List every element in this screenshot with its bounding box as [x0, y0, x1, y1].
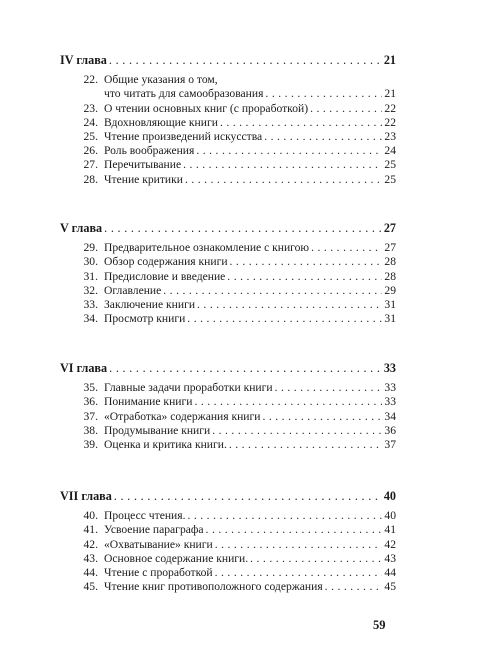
- entry-number: 42.: [83, 537, 98, 551]
- entry-page: 29: [384, 283, 396, 297]
- dot-leader: [114, 489, 382, 503]
- entry-title: Понимание книги: [104, 395, 193, 409]
- entry-page: 25: [384, 158, 396, 172]
- chapter-section: [60, 53, 396, 187]
- dot-leader: [109, 361, 382, 375]
- entry-page: 25: [384, 172, 396, 186]
- dot-leader: [109, 53, 382, 67]
- entry-number: 35.: [83, 381, 98, 395]
- entry-title: Оценка и критика книги.: [104, 437, 227, 451]
- dot-leader: [187, 312, 382, 326]
- entry-title: Перечитывание: [104, 158, 182, 172]
- dot-leader: [187, 509, 382, 523]
- entry-page: 31: [384, 297, 396, 311]
- dot-leader: [183, 158, 382, 172]
- chapter-page: 21: [383, 53, 396, 67]
- entry-title: О чтении основных книг (с проработкой): [104, 101, 309, 115]
- entry-number: 30.: [83, 255, 98, 269]
- dot-leader: [220, 116, 382, 130]
- entry-title: Чтение произведений искусства: [104, 129, 263, 143]
- entry-title: Общие указания о том,: [104, 73, 218, 87]
- entry-number: 29.: [83, 241, 98, 255]
- toc-entry: [60, 255, 396, 269]
- dot-leader: [275, 381, 383, 395]
- entry-page: 45: [384, 580, 396, 594]
- entry-page: 24: [384, 144, 396, 158]
- toc-entry: [60, 410, 396, 424]
- entry-number: 44.: [83, 565, 98, 579]
- entry-page: 22: [384, 115, 396, 129]
- toc-entry: [60, 130, 396, 144]
- entry-page: 28: [384, 269, 396, 283]
- entry-title: «Охватывание» книги: [104, 537, 213, 551]
- entry-number: 33.: [83, 297, 98, 311]
- dot-leader: [227, 270, 382, 284]
- entry-title: Роль воображения: [104, 144, 195, 158]
- entry-number: 40.: [83, 509, 98, 523]
- dot-leader: [212, 424, 382, 438]
- chapter-page: 33: [383, 361, 396, 375]
- toc-entry: [60, 144, 396, 158]
- entry-number: 24.: [83, 115, 98, 129]
- entry-number: 23.: [83, 101, 98, 115]
- chapter-heading: [60, 489, 396, 503]
- toc-entry: [60, 173, 396, 187]
- chapter-section: [60, 361, 396, 452]
- entry-title: Вдохновляющие книги: [104, 115, 218, 129]
- toc-entry: [60, 158, 396, 172]
- dot-leader: [311, 241, 382, 255]
- toc-entry: [60, 241, 396, 255]
- chapter-title: V глава: [60, 221, 103, 235]
- chapter-title: IV глава: [60, 53, 107, 67]
- chapter-page: 40: [383, 489, 396, 503]
- entry-number: 43.: [83, 551, 98, 565]
- toc-entry: [60, 509, 396, 523]
- entry-page: 42: [384, 537, 396, 551]
- entry-page: 21: [384, 87, 396, 101]
- entry-number: 34.: [83, 312, 98, 326]
- entry-page: 33: [384, 381, 396, 395]
- dot-leader: [215, 538, 383, 552]
- chapter-heading: [60, 221, 396, 235]
- entry-title: Чтение книг противоположного содержания: [104, 580, 323, 594]
- entry-title: Продумывание книги: [104, 423, 211, 437]
- entry-title: Просмотр книги: [104, 312, 186, 326]
- entry-number: 38.: [83, 423, 98, 437]
- toc-entry: [60, 523, 396, 537]
- toc-entry: [60, 424, 396, 438]
- toc-entry: [60, 395, 396, 409]
- toc-entry: [60, 438, 396, 452]
- entry-number: 27.: [83, 158, 98, 172]
- entry-title: Усвоение параграфа: [104, 523, 204, 537]
- entry-number: 28.: [83, 172, 98, 186]
- dot-leader: [262, 410, 382, 424]
- dot-leader: [215, 566, 383, 580]
- toc-entry: [60, 116, 396, 130]
- dot-leader: [194, 395, 382, 409]
- entry-number: 39.: [83, 437, 98, 451]
- entry-number: 32.: [83, 283, 98, 297]
- dot-leader: [197, 298, 382, 312]
- dot-leader: [325, 580, 383, 594]
- entry-number: 25.: [83, 129, 98, 143]
- dot-leader: [264, 130, 382, 144]
- entry-title: Чтение с проработкой: [104, 565, 213, 579]
- entry-page: 22: [384, 101, 396, 115]
- entry-page: 28: [384, 255, 396, 269]
- dot-leader: [104, 221, 382, 235]
- toc-entry: [60, 102, 396, 116]
- dot-leader: [230, 255, 383, 269]
- chapter-title: VI глава: [60, 361, 108, 375]
- entry-title: что читать для самообразования: [104, 87, 264, 101]
- toc-entry: [60, 87, 396, 101]
- chapter-title: VII глава: [60, 489, 112, 503]
- toc-entry: [60, 270, 396, 284]
- entry-title: Предисловие и введение: [104, 269, 226, 283]
- entry-page: 43: [384, 551, 396, 565]
- toc-entry: [60, 312, 396, 326]
- entry-title: «Отработка» содержания книги: [104, 409, 261, 423]
- dot-leader: [206, 523, 383, 537]
- chapter-heading: [60, 361, 396, 375]
- entry-number: 22.: [83, 73, 98, 87]
- dot-leader: [196, 144, 382, 158]
- dot-leader: [163, 284, 382, 298]
- entry-page: 41: [384, 523, 396, 537]
- entry-title: Оглавление: [104, 283, 162, 297]
- dot-leader: [265, 87, 382, 101]
- entry-title: Обзор содержания книги: [104, 255, 228, 269]
- page-number: 59: [373, 618, 386, 632]
- entry-number: 37.: [83, 409, 98, 423]
- entry-title: Процесс чтения.: [104, 509, 186, 523]
- entry-number: 36.: [83, 395, 98, 409]
- entry-title: Чтение критики: [104, 172, 183, 186]
- toc-entry: [60, 381, 396, 395]
- entry-page: 36: [384, 423, 396, 437]
- chapter-section: [60, 221, 396, 326]
- toc-entry: [60, 538, 396, 552]
- entry-title: Предварительное ознакомление с книгою: [104, 241, 310, 255]
- toc-entry: [60, 298, 396, 312]
- dot-leader: [185, 173, 382, 187]
- entry-title: Главные задачи проработки книги: [104, 381, 273, 395]
- dot-leader: [229, 438, 383, 452]
- entry-title: Заключение книги: [104, 297, 196, 311]
- entry-page: 23: [384, 129, 396, 143]
- chapter-heading: [60, 53, 396, 67]
- entry-page: 31: [384, 312, 396, 326]
- entry-number: 41.: [83, 523, 98, 537]
- entry-number: 26.: [83, 144, 98, 158]
- entry-page: 40: [384, 509, 396, 523]
- entry-number: 45.: [83, 580, 98, 594]
- entry-page: 34: [384, 409, 396, 423]
- chapter-section: [60, 489, 396, 594]
- toc-entry: [60, 73, 396, 87]
- toc-entry: [60, 284, 396, 298]
- entry-page: 37: [384, 437, 396, 451]
- dot-leader: [250, 552, 382, 566]
- dot-leader: [310, 102, 382, 116]
- entry-number: 31.: [83, 269, 98, 283]
- entry-page: 33: [384, 395, 396, 409]
- entry-page: 44: [384, 565, 396, 579]
- toc-entry: [60, 552, 396, 566]
- toc-entry: [60, 566, 396, 580]
- chapter-page: 27: [383, 221, 396, 235]
- entry-title: Основное содержание книги.: [104, 551, 249, 565]
- entry-page: 27: [384, 241, 396, 255]
- toc-entry: [60, 580, 396, 594]
